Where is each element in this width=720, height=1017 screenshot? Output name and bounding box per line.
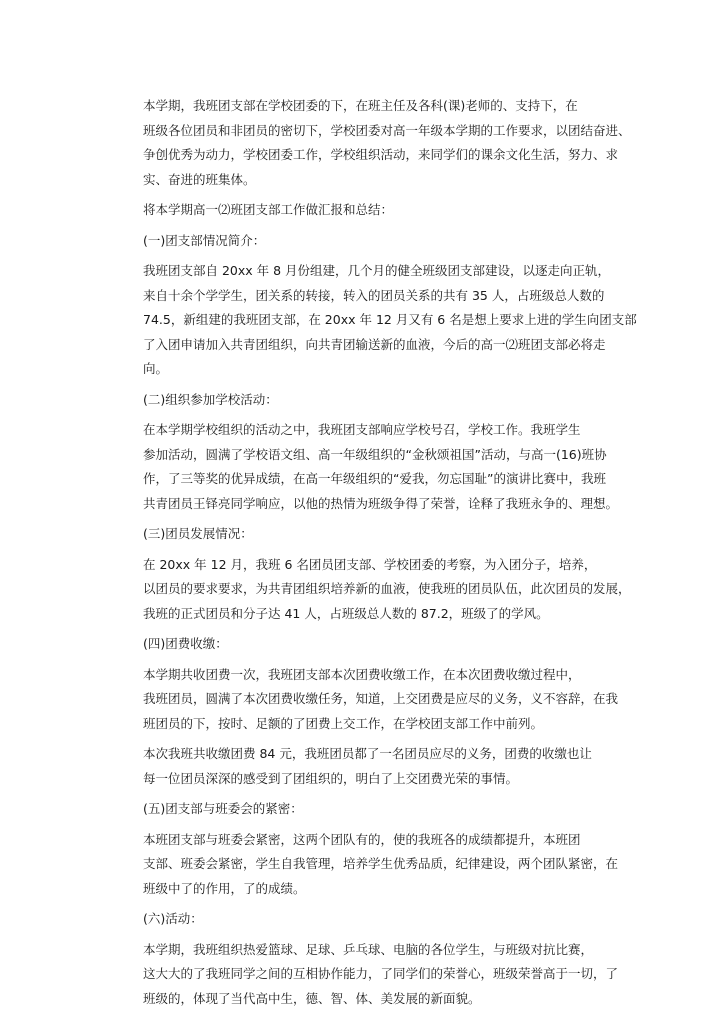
text-line: 我班团支部自 20xx 年 8 月份组建，几个月的健全班级团支部建设，以逐走向正轨， — [143, 263, 611, 278]
body-paragraph — [118, 938, 619, 1012]
text-line: 我班的正式团员和分子达 41 人，占班级总人数的 87.2，班级了的学风。 — [143, 605, 549, 621]
text-line: 本班团支部与班委会紧密，这两个团队有的，使的我班各的成绩都提升，本班团 — [143, 831, 581, 847]
text-line: 本学期，我班团支部在学校团委的下，在班主任及各科(课)老师的、支持下，在 — [143, 98, 578, 113]
body-paragraph — [118, 94, 631, 192]
body-paragraph — [118, 553, 631, 627]
text-line: 班级的，体现了当代高中生，德、智、体、美发展的新面貌。 — [143, 990, 481, 1006]
text-line: 共青团员王铎亮同学响应，以他的热情为班级争得了荣誉，诠释了我班永争的、理想。 — [143, 495, 619, 511]
text-line: 实、奋进的班集体。 — [143, 171, 256, 187]
text-line: 来自十余个学学生，团关系的转接，转入的团员关系的共有 35 人，占班级总人数的 — [143, 287, 605, 303]
body-paragraph — [118, 198, 604, 223]
text-line: 在 20xx 年 12 月，我班 6 名团员团支部、学校团委的考察，为入团分子，培养， — [143, 556, 597, 572]
section-heading — [118, 907, 604, 932]
document-body — [118, 94, 637, 1017]
text-line: 每一位团员深深的感受到了团组织的，明白了上交团费光荣的事情。 — [143, 770, 519, 786]
text-line: 班级中了的作用，了的成绩。 — [143, 880, 306, 896]
section-heading — [118, 632, 604, 657]
text-line: 班级各位团员和非团员的密切下，学校团委对高一年级本学期的工作要求，以团结奋进、 — [143, 122, 631, 138]
text-line: 本学期共收团费一次，我班团支部本次团费收缴工作，在本次团费收缴过程中， — [143, 666, 581, 682]
text-line: 本次我班共收缴团费 84 元，我班团员都了一名团员应尽的义务，团费的收缴也让 — [143, 746, 592, 761]
section-heading — [118, 229, 604, 254]
text-line: 本学期，我班组织热爱篮球、足球、乒乓球、电脑的各位学生，与班级对抗比赛， — [143, 941, 594, 957]
text-line: 我班团员，圆满了本次团费收缴任务，知道，上交团费是应尽的义务，义不容辞，在我 — [143, 691, 619, 706]
text-line: (五)团支部与班委会的紧密： — [143, 801, 303, 816]
body-paragraph — [118, 418, 619, 516]
text-line: 将本学期高一⑵班团支部工作做汇报和总结： — [143, 202, 394, 217]
section-heading — [118, 388, 604, 413]
body-paragraph — [118, 663, 619, 737]
text-line: (三)团员发展情况： — [143, 526, 253, 541]
text-line: 这大大的了我班同学之间的互相协作能力，了同学们的荣誉心，班级荣誉高于一切，了 — [143, 966, 619, 981]
section-heading — [118, 797, 604, 822]
text-line: 班团员的下，按时、足额的了团费上交工作，在学校团支部工作中前列。 — [143, 715, 544, 731]
text-line: 以团员的要求要求，为共青团组织培养新的血液，使我班的团员队伍，此次团员的发展， — [143, 581, 631, 596]
text-line: 作，了三等奖的优异成绩，在高一年级组织的“爱我，勿忘国耻”的演讲比赛中，我班 — [143, 471, 606, 486]
text-line: 74.5，新组建的我班团支部，在 20xx 年 12 月又有 6 名是想上要求上进的学生向团支部 — [143, 312, 637, 327]
text-line: 在本学期学校组织的活动之中，我班团支部响应学校号召，学校工作。我班学生 — [143, 422, 581, 437]
text-line: (六)活动： — [143, 911, 203, 926]
text-line: 争创优秀为动力，学校团委工作，学校组织活动，来同学们的课余文化生活，努力、求 — [143, 147, 619, 162]
text-line: 支部、班委会紧密，学生自我管理，培养学生优秀品质，纪律建设，两个团队紧密，在 — [143, 856, 619, 871]
text-line: 了入团申请加入共青团组织，向共青团输送新的血液，今后的高一⑵班团支部必将走 — [143, 336, 606, 352]
body-paragraph — [118, 828, 619, 902]
text-line: (四)团费收缴： — [143, 636, 228, 651]
section-heading — [118, 522, 604, 547]
text-line: 向。 — [143, 361, 169, 376]
text-line: (一)团支部情况简介： — [143, 232, 266, 248]
text-line: (二)组织参加学校活动： — [143, 391, 278, 407]
body-paragraph — [118, 742, 604, 791]
body-paragraph — [118, 259, 637, 382]
text-line: 参加活动，圆满了学校语文组、高一年级组织的“金秋颂祖国”活动，与高一(16)班协 — [143, 446, 607, 462]
